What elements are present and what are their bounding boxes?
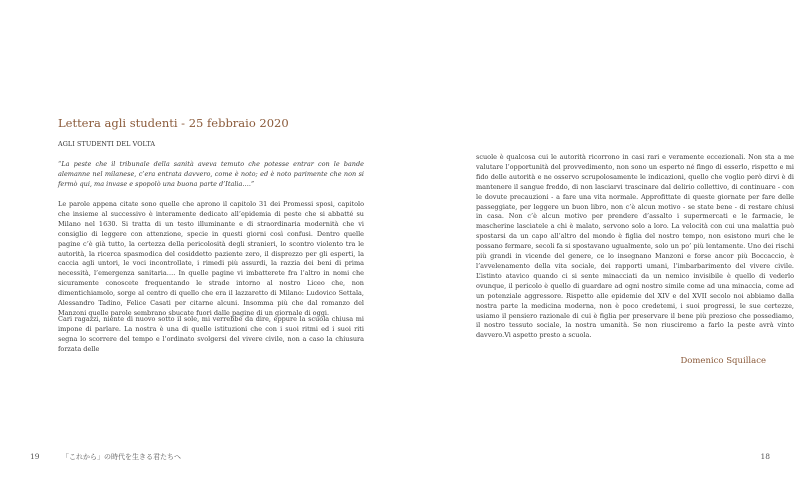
page-number-right: 18 (760, 452, 770, 461)
body-paragraph-2: Cari ragazzi, niente di nuovo sotto il sole, mi verrebbe da dire, eppure la scuola chiusa mi impone di parlare. La nostra è una di quelle istituzioni che con i suoi ritmi ed i suoi riti segna lo scorrere del tempo e l’ordinato svolgersi del vivere civile, non a caso la chiusura forzata delle (58, 315, 364, 353)
letter-heading: Lettera agli studenti - 25 febbraio 2020 (58, 116, 289, 130)
right-page (400, 0, 800, 483)
body-paragraph-1: Le parole appena citate sono quelle che aprono il capitolo 31 dei Promessi sposi, capitolo che insieme al successivo è interamente dedicato all’epidemia di peste che si abbatté su Milano nel 1630. Si tratta di un testo illuminante e di straordinaria modernità che vi consiglio di leggere con attenzione, specie in questi giorni così confusi. Dentro quelle pagine c’è già tutto, la certezza della pericolosità degli stranieri, lo scontro violento tra le autorità, la ricerca spasmodica del cosiddetto paziente zero, il disprezzo per gli esperti, la caccia agli untori, le voci incontrollate, i rimedi più assurdi, la razzia dei beni di prima necessità, l’emergenza sanitaria…. In quelle pagine vi imbatterete fra l’altro in nomi che sicuramente conoscete frequentando le strade intorno al nostro Liceo che, non dimentichiamolo, sorge al centro di quello che era il lazzaretto di Milano: Ludovico Settala, Alessandro Tadino, Felice Casati per citarne alcuni. Insomma più che dal romanzo del Manzoni quelle parole sembrano sbucate fuori dalle pagine di un giornale di oggi. (58, 200, 364, 317)
body-paragraph-3: scuole è qualcosa cui le autorità ricorrono in casi rari e veramente eccezionali. Non sta a me valutare l’opportunità del provvedimento, non sono un esperto né fingo di esserlo, rispetto e mi fido delle autorità e ne osservo scrupolosamente le indicazioni, quello che voglio però dirvi è di mantenere il sangue freddo, di non lasciarvi trascinare dal delirio collettivo, di continuare - con le dovute precauzioni - a fare una vita normale. Approfittate di queste giornate per fare delle passeggiate, per leggere un buon libro, non c’è alcun motivo - se state bene - di restare chiusi in casa. Non c’è alcun motivo per prendere d’assalto i supermercati e le farmacie, le mascherine lasciatele a chi è malato, servono solo a loro. La velocità con cui una malattia può spostarsi da un capo all’altro del mondo è figlia del nostro tempo, non esistono muri che le possano fermare, secoli fa si spostavano ugualmente, solo un po’ più lentamente. Uno dei rischi più grandi in vicende del genere, ce lo insegnano Manzoni e forse ancor più Boccaccio, è l’avvelenamento della vita sociale, dei rapporti umani, l’imbarbarimento del vivere civile. L’istinto atavico quando ci si sente minacciati da un nemico invisibile è quello di vederlo ovunque, il pericolo è quello di guardare ad ogni nostro simile come ad una minaccia, come ad un potenziale aggressore. Rispetto alle epidemie del XIV e del XVII secolo noi abbiamo dalla nostra parte la medicina moderna, non è poco credetemi, i suoi progressi, le sue certezze, usiamo il pensiero razionale di cui è figlia per preservare il bene più prezioso che possediamo, il nostro tessuto sociale, la nostra umanità. Se non riusciremo a farlo la peste avrà vinto davvero.Vi aspetto presto a scuola. (476, 153, 794, 340)
signature: Domenico Squillace (680, 356, 766, 366)
manzoni-quote: “La peste che il tribunale della sanità aveva temuto che potesse entrar con le bande alemanne nel milanese, c’era entrata davvero, come è noto; ed è noto parimente che non si fermò qui, ma invase e spopolò una buona parte d’Italia….” (58, 160, 364, 188)
letter-recipient: AGLI STUDENTI DEL VOLTA (58, 140, 156, 148)
running-head: 「これから」の時代を生きる君たちへ (62, 453, 181, 461)
page-number-left: 19 (30, 452, 40, 461)
